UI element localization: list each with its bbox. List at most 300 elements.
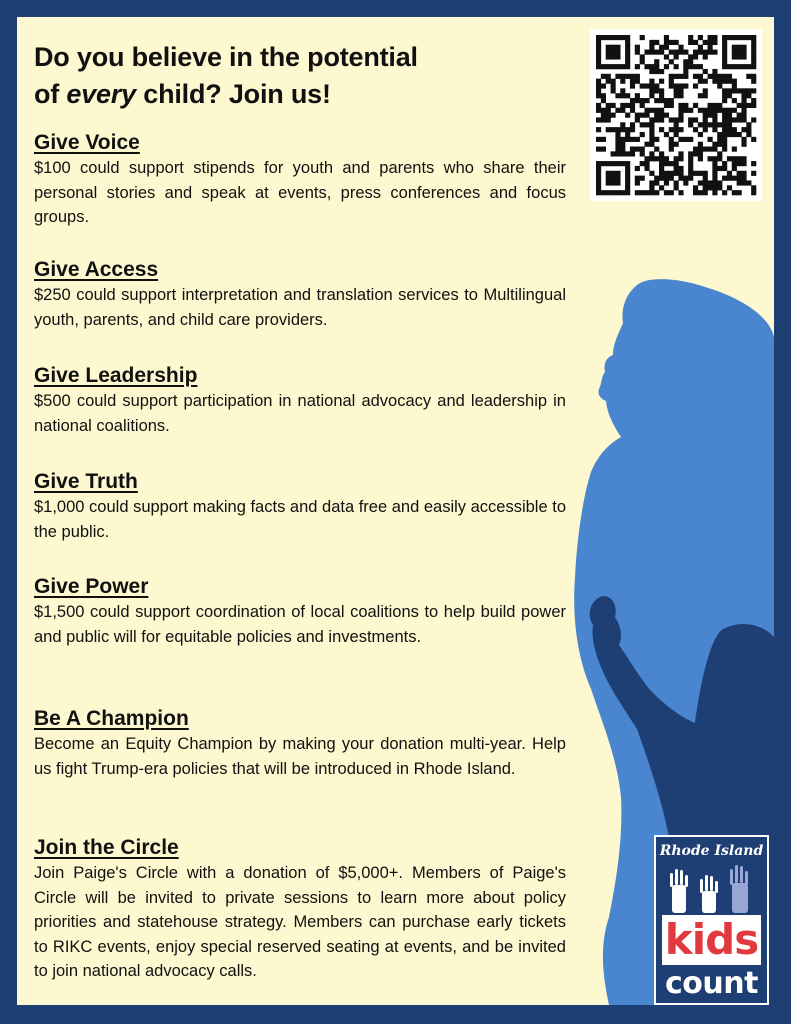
qr-module xyxy=(659,127,664,132)
qr-module xyxy=(703,54,708,59)
qr-module xyxy=(688,176,693,181)
qr-module xyxy=(732,88,737,93)
qr-module xyxy=(712,117,717,122)
qr-module xyxy=(712,156,717,161)
logo-count-text: count xyxy=(665,966,758,1001)
qr-module xyxy=(712,122,717,127)
qr-module xyxy=(625,180,630,185)
qr-module xyxy=(659,166,664,171)
qr-module xyxy=(625,35,630,40)
qr-module xyxy=(640,151,645,156)
qr-module xyxy=(674,54,679,59)
qr-module xyxy=(606,79,611,84)
qr-module xyxy=(630,127,635,132)
qr-module xyxy=(746,35,751,40)
qr-module xyxy=(674,166,679,171)
qr-module xyxy=(717,122,722,127)
qr-module xyxy=(712,190,717,195)
qr-module xyxy=(615,132,620,137)
qr-module xyxy=(625,45,630,50)
qr-module xyxy=(751,40,756,45)
qr-module xyxy=(722,50,727,55)
qr-module xyxy=(659,93,664,98)
qr-module xyxy=(712,79,717,84)
qr-module xyxy=(615,142,620,147)
qr-module xyxy=(678,166,683,171)
qr-module xyxy=(746,132,751,137)
qr-module xyxy=(693,40,698,45)
qr-module xyxy=(708,147,713,152)
section-title: Give Access xyxy=(34,258,159,281)
qr-module xyxy=(601,93,606,98)
qr-module xyxy=(601,137,606,142)
qr-module xyxy=(746,127,751,132)
qr-module xyxy=(596,108,601,113)
qr-module xyxy=(611,79,616,84)
qr-module xyxy=(664,64,669,69)
qr-module xyxy=(664,103,669,108)
qr-module xyxy=(741,156,746,161)
qr-module xyxy=(703,69,708,74)
qr-module xyxy=(678,93,683,98)
qr-module xyxy=(722,40,727,45)
qr-module xyxy=(615,137,620,142)
qr-module xyxy=(615,93,620,98)
qr-module xyxy=(693,50,698,55)
qr-module xyxy=(606,176,611,181)
qr-module xyxy=(620,190,625,195)
qr-module xyxy=(717,151,722,156)
qr-module xyxy=(669,117,674,122)
qr-module xyxy=(712,147,717,152)
qr-module xyxy=(678,127,683,132)
qr-module xyxy=(640,147,645,152)
qr-module xyxy=(698,156,703,161)
qr-module xyxy=(717,156,722,161)
qr-module xyxy=(698,35,703,40)
qr-module xyxy=(606,74,611,79)
qr-module xyxy=(737,35,742,40)
qr-module xyxy=(606,117,611,122)
qr-module xyxy=(615,180,620,185)
qr-module xyxy=(732,156,737,161)
qr-module xyxy=(654,50,659,55)
section-body: $500 could support participation in national advocacy and leadership in national coalitions. xyxy=(34,392,566,435)
qr-module xyxy=(596,103,601,108)
qr-module xyxy=(630,98,635,103)
qr-module xyxy=(625,59,630,64)
qr-module xyxy=(746,88,751,93)
qr-module xyxy=(722,166,727,171)
qr-module xyxy=(615,35,620,40)
qr-module xyxy=(674,180,679,185)
qr-module xyxy=(620,74,625,79)
qr-module xyxy=(601,108,606,113)
qr-module xyxy=(654,180,659,185)
qr-module xyxy=(606,103,611,108)
qr-module xyxy=(722,54,727,59)
qr-module xyxy=(620,103,625,108)
qr-module xyxy=(640,35,645,40)
qr-module xyxy=(654,108,659,113)
qr-module xyxy=(625,185,630,190)
qr-module xyxy=(698,50,703,55)
qr-module xyxy=(596,180,601,185)
qr-module xyxy=(664,40,669,45)
qr-module xyxy=(635,64,640,69)
qr-module xyxy=(659,50,664,55)
qr-module xyxy=(693,54,698,59)
qr-module xyxy=(649,156,654,161)
qr-module xyxy=(741,88,746,93)
qr-module xyxy=(635,45,640,50)
qr-module xyxy=(703,93,708,98)
qr-module xyxy=(703,40,708,45)
qr-module xyxy=(601,161,606,166)
qr-module xyxy=(722,176,727,181)
section-join-the-circle xyxy=(34,835,566,984)
qr-module xyxy=(625,161,630,166)
qr-module xyxy=(751,161,756,166)
qr-module xyxy=(746,122,751,127)
qr-module xyxy=(708,108,713,113)
qr-module xyxy=(727,171,732,176)
qr-module xyxy=(678,74,683,79)
qr-module xyxy=(698,122,703,127)
qr-module xyxy=(732,83,737,88)
qr-module xyxy=(664,54,669,59)
qr-module xyxy=(674,156,679,161)
qr-module xyxy=(659,108,664,113)
qr-module xyxy=(683,69,688,74)
qr-module xyxy=(703,171,708,176)
qr-module xyxy=(649,171,654,176)
qr-module xyxy=(630,108,635,113)
qr-module xyxy=(741,54,746,59)
qr-module xyxy=(635,166,640,171)
flyer-panel xyxy=(17,17,774,1005)
qr-module xyxy=(717,137,722,142)
qr-module xyxy=(688,171,693,176)
qr-module xyxy=(683,176,688,181)
qr-module xyxy=(664,190,669,195)
qr-module xyxy=(727,108,732,113)
qr-module xyxy=(596,64,601,69)
qr-module xyxy=(751,59,756,64)
qr-module xyxy=(741,93,746,98)
qr-module xyxy=(601,147,606,152)
qr-module xyxy=(732,64,737,69)
qr-module xyxy=(625,151,630,156)
qr-module xyxy=(732,45,737,50)
qr-module xyxy=(712,127,717,132)
qr-module xyxy=(596,117,601,122)
qr-module xyxy=(737,50,742,55)
qr-module xyxy=(669,137,674,142)
qr-module xyxy=(674,74,679,79)
qr-module xyxy=(698,132,703,137)
qr-module xyxy=(683,74,688,79)
qr-module xyxy=(640,190,645,195)
qr-module xyxy=(688,117,693,122)
qr-module xyxy=(611,127,616,132)
qr-module xyxy=(625,103,630,108)
qr-module xyxy=(625,190,630,195)
qr-module xyxy=(693,190,698,195)
qr-module xyxy=(640,59,645,64)
qr-module xyxy=(712,142,717,147)
qr-module xyxy=(664,132,669,137)
qr-module xyxy=(674,88,679,93)
qr-module xyxy=(678,176,683,181)
qr-module xyxy=(615,127,620,132)
qr-module xyxy=(654,176,659,181)
qr-module xyxy=(698,171,703,176)
qr-module xyxy=(596,171,601,176)
qr-module xyxy=(611,151,616,156)
qr-module xyxy=(644,98,649,103)
qr-module xyxy=(649,122,654,127)
qr-module xyxy=(669,161,674,166)
qr-module xyxy=(741,137,746,142)
qr-module xyxy=(669,127,674,132)
qr-module xyxy=(606,113,611,118)
qr-module xyxy=(722,35,727,40)
qr-module xyxy=(683,83,688,88)
qr-module xyxy=(654,156,659,161)
qr-module xyxy=(698,151,703,156)
qr-module xyxy=(741,50,746,55)
qr-module xyxy=(611,54,616,59)
qr-module xyxy=(703,127,708,132)
qr-module xyxy=(664,113,669,118)
qr-module xyxy=(654,69,659,74)
qr-module xyxy=(712,35,717,40)
qr-module xyxy=(635,74,640,79)
qr-module xyxy=(732,166,737,171)
qr-module xyxy=(620,64,625,69)
qr-module xyxy=(620,93,625,98)
qr-module xyxy=(741,180,746,185)
qr-module xyxy=(664,98,669,103)
qr-module xyxy=(737,180,742,185)
qr-module xyxy=(649,83,654,88)
qr-module xyxy=(722,190,727,195)
qr-module xyxy=(737,132,742,137)
qr-module xyxy=(708,103,713,108)
qr-module xyxy=(596,50,601,55)
qr-module xyxy=(644,142,649,147)
qr-module xyxy=(596,45,601,50)
qr-module xyxy=(712,108,717,113)
section-body: $100 could support stipends for youth and parents who share their personal stories and speak at events, press conferences and focus groups. xyxy=(34,159,566,226)
qr-module xyxy=(674,50,679,55)
qr-module xyxy=(601,190,606,195)
qr-module xyxy=(683,64,688,69)
qr-module xyxy=(625,54,630,59)
section-body: $250 could support interpretation and translation services to Multilingual youth, parents, and child care providers. xyxy=(34,286,566,329)
qr-module xyxy=(727,88,732,93)
qr-module xyxy=(611,45,616,50)
qr-module xyxy=(678,151,683,156)
section-give-access xyxy=(34,257,566,332)
qr-module xyxy=(601,74,606,79)
qr-module xyxy=(654,147,659,152)
qr-module xyxy=(727,35,732,40)
qr-module xyxy=(741,142,746,147)
qr-module xyxy=(703,50,708,55)
section-body: Become an Equity Champion by making your donation multi-year. Help us fight Trump-era policies that will be introduced in Rhode Island. xyxy=(34,735,566,778)
qr-module xyxy=(625,132,630,137)
qr-module xyxy=(722,127,727,132)
qr-module xyxy=(698,108,703,113)
qr-module xyxy=(611,50,616,55)
qr-module xyxy=(596,35,601,40)
qr-module xyxy=(683,180,688,185)
qr-module xyxy=(703,117,708,122)
qr-module xyxy=(741,176,746,181)
qr-module xyxy=(717,132,722,137)
qr-module xyxy=(620,161,625,166)
qr-module xyxy=(698,190,703,195)
qr-module xyxy=(688,151,693,156)
qr-module xyxy=(644,122,649,127)
qr-module xyxy=(722,93,727,98)
qr-module xyxy=(712,113,717,118)
qr-module xyxy=(751,171,756,176)
qr-module xyxy=(649,69,654,74)
qr-module xyxy=(688,54,693,59)
qr-module xyxy=(659,45,664,50)
qr-module xyxy=(669,83,674,88)
qr-module xyxy=(674,83,679,88)
qr-module xyxy=(606,50,611,55)
qr-module xyxy=(625,64,630,69)
qr-module xyxy=(732,79,737,84)
qr-module xyxy=(596,190,601,195)
qr-module xyxy=(664,156,669,161)
qr-module xyxy=(722,113,727,118)
qr-module xyxy=(751,103,756,108)
qr-module xyxy=(708,50,713,55)
qr-module xyxy=(644,166,649,171)
qr-module xyxy=(722,98,727,103)
qr-module xyxy=(615,108,620,113)
qr-module xyxy=(596,147,601,152)
qr-module xyxy=(717,83,722,88)
qr-module xyxy=(717,180,722,185)
qr-module xyxy=(635,79,640,84)
qr-module xyxy=(683,59,688,64)
qr-module xyxy=(625,74,630,79)
qr-module xyxy=(708,156,713,161)
qr-module xyxy=(674,171,679,176)
raised-hands-icon xyxy=(666,863,761,913)
qr-module xyxy=(669,40,674,45)
qr-module xyxy=(625,40,630,45)
qr-module xyxy=(717,108,722,113)
qr-module xyxy=(741,108,746,113)
qr-module xyxy=(712,40,717,45)
qr-module xyxy=(635,180,640,185)
qr-module xyxy=(644,50,649,55)
qr-module xyxy=(746,74,751,79)
qr-module xyxy=(717,185,722,190)
qr-module xyxy=(596,93,601,98)
qr-module xyxy=(659,113,664,118)
qr-module xyxy=(640,83,645,88)
qr-module xyxy=(606,171,611,176)
qr-module xyxy=(722,137,727,142)
qr-module xyxy=(630,83,635,88)
qr-module xyxy=(722,161,727,166)
qr-module xyxy=(727,74,732,79)
qr-module xyxy=(698,142,703,147)
qr-module xyxy=(698,74,703,79)
qr-module xyxy=(659,98,664,103)
qr-module xyxy=(611,103,616,108)
qr-module xyxy=(741,45,746,50)
qr-module xyxy=(732,117,737,122)
qr-module xyxy=(654,137,659,142)
qr-module xyxy=(596,83,601,88)
qr-code-icon[interactable] xyxy=(590,29,762,201)
qr-module xyxy=(606,35,611,40)
qr-module xyxy=(601,98,606,103)
qr-module xyxy=(649,190,654,195)
qr-module xyxy=(635,190,640,195)
qr-module xyxy=(712,161,717,166)
qr-module xyxy=(635,93,640,98)
qr-module xyxy=(674,132,679,137)
qr-module xyxy=(640,103,645,108)
qr-module xyxy=(712,185,717,190)
qr-module xyxy=(678,117,683,122)
qr-module xyxy=(654,40,659,45)
qr-module xyxy=(674,161,679,166)
qr-module xyxy=(644,161,649,166)
qr-module xyxy=(644,83,649,88)
qr-module xyxy=(722,45,727,50)
section-title: Give Truth xyxy=(34,470,138,493)
qr-module xyxy=(737,171,742,176)
qr-module xyxy=(751,137,756,142)
section-give-leadership xyxy=(34,363,566,438)
qr-module xyxy=(606,127,611,132)
qr-module xyxy=(596,166,601,171)
qr-module xyxy=(611,176,616,181)
qr-module xyxy=(751,190,756,195)
qr-module xyxy=(693,74,698,79)
qr-module xyxy=(727,185,732,190)
qr-module xyxy=(678,113,683,118)
qr-module xyxy=(649,151,654,156)
qr-module xyxy=(601,83,606,88)
qr-module xyxy=(640,113,645,118)
qr-module xyxy=(732,50,737,55)
qr-module xyxy=(751,64,756,69)
qr-module xyxy=(712,74,717,79)
qr-module xyxy=(659,88,664,93)
qr-module xyxy=(688,64,693,69)
qr-module xyxy=(712,180,717,185)
qr-module xyxy=(640,132,645,137)
qr-module xyxy=(649,185,654,190)
qr-module xyxy=(708,35,713,40)
qr-module xyxy=(746,180,751,185)
qr-module xyxy=(732,176,737,181)
qr-module xyxy=(669,190,674,195)
